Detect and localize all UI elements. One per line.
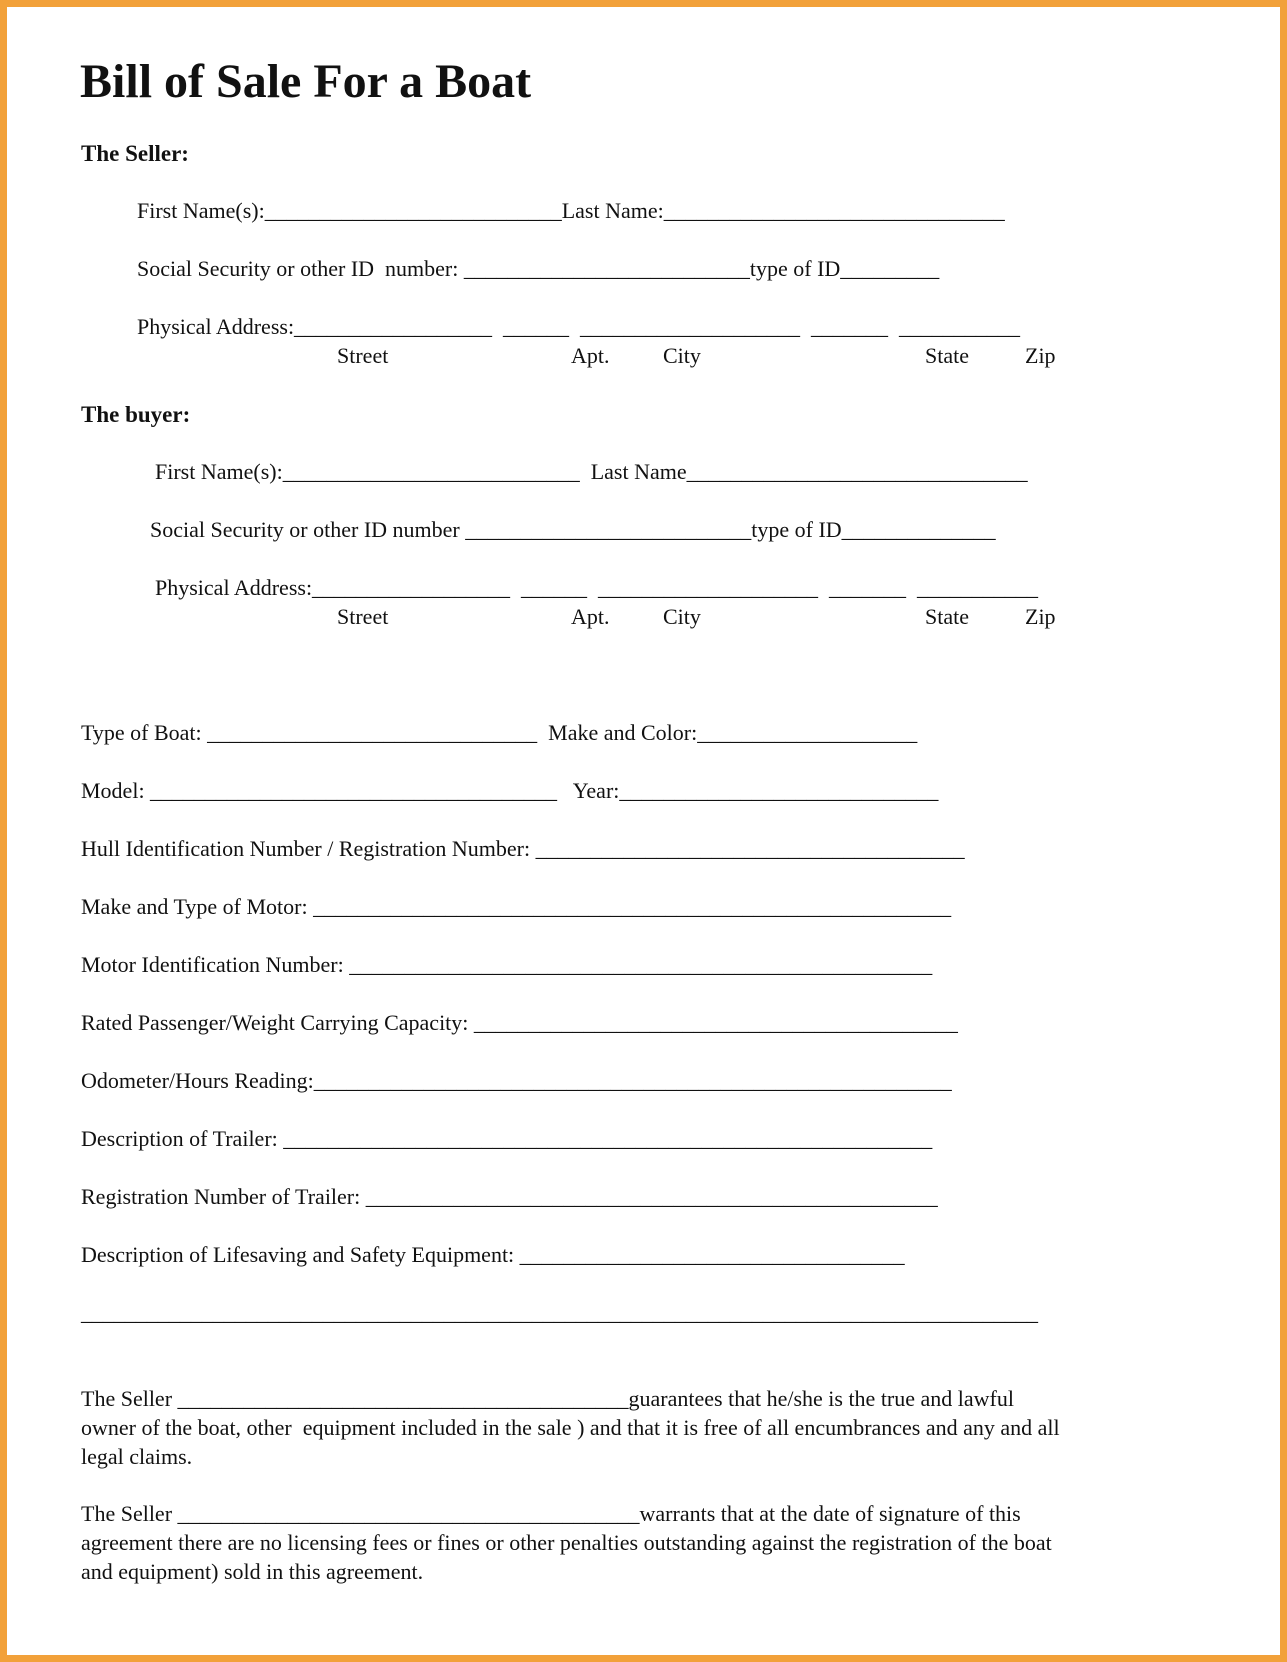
motor-id-row[interactable]: Motor Identification Number: _____________________________________________________ [81,952,933,977]
buyer-name-row[interactable]: First Name(s):___________________________ Last Name_______________________________ [155,459,1028,484]
safety-equipment-row[interactable]: Description of Lifesaving and Safety Equipment: ___________________________________ [81,1242,905,1267]
hull-id-row[interactable]: Hull Identification Number / Registration Number: _______________________________________ [81,836,965,861]
guarantee-line-3: legal claims. [81,1444,193,1469]
guarantee-line-1[interactable]: The Seller _________________________________________guarantees that he/she is the true and lawful [81,1386,1014,1411]
buyer-heading: The buyer: [81,402,191,427]
boat-model-row[interactable]: Model: _____________________________________ Year:_____________________________ [81,778,939,803]
warrant-line-2: agreement there are no licensing fees or fines or other penalties outstanding against the registration of the boat [81,1530,1052,1555]
guarantee-line-2: owner of the boat, other equipment included in the sale ) and that it is free of all encumbrances and any and all [81,1415,1060,1440]
warrant-line-3: and equipment) sold in this agreement. [81,1559,424,1584]
warrant-line-1[interactable]: The Seller __________________________________________warrants that at the date of signature of this [81,1501,1021,1526]
seller-street-label: Street [337,343,389,368]
seller-zip-label: Zip [1025,343,1056,368]
seller-id-row[interactable]: Social Security or other ID number: __________________________type of ID_________ [137,256,940,281]
buyer-id-row[interactable]: Social Security or other ID number __________________________type of ID______________ [150,517,996,542]
odometer-row[interactable]: Odometer/Hours Reading:__________________________________________________________ [81,1068,952,1093]
trailer-registration-row[interactable]: Registration Number of Trailer: ____________________________________________________ [81,1184,938,1209]
seller-heading: The Seller: [81,141,189,166]
seller-address-row[interactable]: Physical Address:__________________ ______ ____________________ _______ ___________ [137,314,1021,339]
motor-make-row[interactable]: Make and Type of Motor: __________________________________________________________ [81,894,952,919]
capacity-row[interactable]: Rated Passenger/Weight Carrying Capacity: ____________________________________________ [81,1010,958,1035]
safety-equipment-extra-line[interactable]: _______________________________________________________________________________________ [81,1300,1038,1325]
seller-name-row[interactable]: First Name(s):___________________________Last Name:_______________________________ [137,198,1005,223]
trailer-description-row[interactable]: Description of Trailer: ___________________________________________________________ [81,1126,933,1151]
buyer-address-row[interactable]: Physical Address:__________________ ______ ____________________ _______ ___________ [155,575,1039,600]
boat-type-row[interactable]: Type of Boat: ______________________________ Make and Color:____________________ [81,720,918,745]
seller-city-label: City [663,343,701,368]
buyer-apt-label: Apt. [571,604,610,629]
seller-apt-label: Apt. [571,343,610,368]
buyer-city-label: City [663,604,701,629]
document-title: Bill of Sale For a Boat [80,55,532,108]
buyer-zip-label: Zip [1025,604,1056,629]
seller-state-label: State [925,343,969,368]
buyer-street-label: Street [337,604,389,629]
buyer-state-label: State [925,604,969,629]
